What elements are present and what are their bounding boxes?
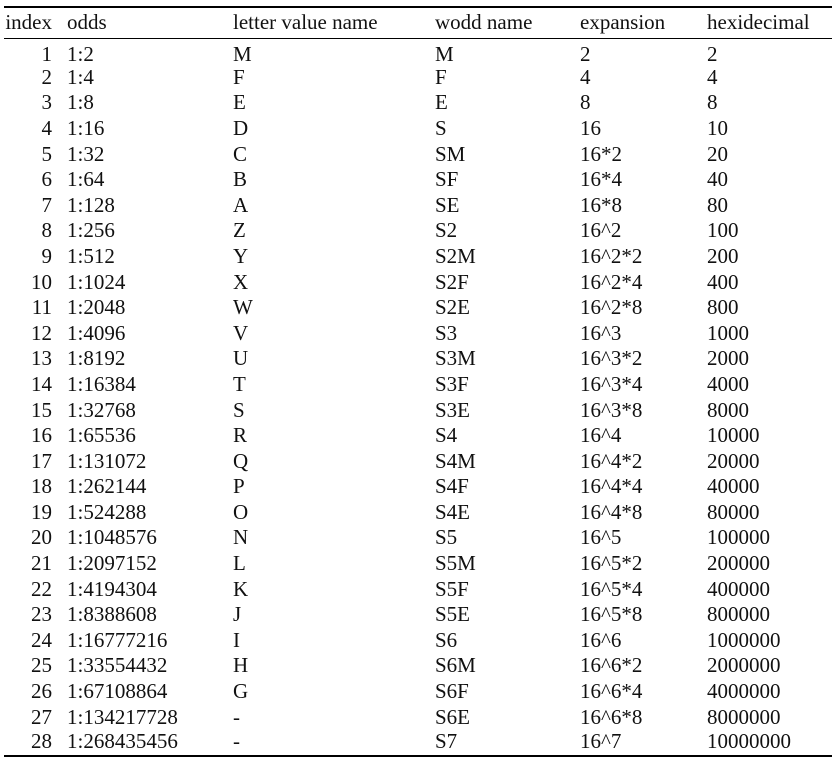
- cell-letter-value-name: P: [233, 474, 245, 499]
- cell-odds: 1:16777216: [67, 627, 168, 652]
- cell-wodd-name: S5F: [435, 576, 469, 601]
- cell-odds: 1:64: [67, 167, 105, 192]
- cell-expansion: 2: [580, 41, 591, 65]
- cell-letter-value-name: B: [233, 167, 248, 192]
- cell-odds: 1:2097152: [67, 551, 157, 576]
- table-row: [4, 474, 832, 500]
- cell-hexidecimal: 8000000: [707, 704, 781, 729]
- cell-wodd-name: S2: [435, 218, 458, 243]
- table-row: [4, 653, 832, 679]
- cell-hexidecimal: 1000: [707, 320, 749, 345]
- cell-index: 26: [31, 679, 52, 704]
- cell-hexidecimal: 400000: [707, 576, 770, 601]
- cell-wodd-name: S4M: [435, 448, 476, 473]
- cell-letter-value-name: Y: [233, 243, 249, 268]
- cell-expansion: 16^2*8: [580, 295, 643, 320]
- table-row: [4, 141, 832, 167]
- cell-hexidecimal: 100: [707, 218, 739, 243]
- cell-letter-value-name: R: [233, 423, 248, 448]
- cell-wodd-name: F: [435, 64, 447, 89]
- table-row: [4, 448, 832, 474]
- cell-wodd-name: M: [435, 41, 454, 65]
- table-row: [4, 372, 832, 398]
- cell-index: 23: [31, 602, 52, 627]
- table-row: [4, 576, 832, 602]
- column-header-letter-value-name: letter value name: [233, 10, 378, 35]
- cell-expansion: 16^3*2: [580, 346, 643, 371]
- odds-expansion-table: [4, 6, 832, 757]
- table-row: [4, 65, 832, 91]
- cell-hexidecimal: 4000000: [707, 679, 781, 704]
- cell-hexidecimal: 80: [707, 192, 728, 217]
- table-row: [4, 500, 832, 526]
- cell-wodd-name: S2M: [435, 243, 476, 268]
- table-row: [4, 628, 832, 654]
- cell-odds: 1:256: [67, 218, 115, 243]
- cell-expansion: 16: [580, 115, 601, 140]
- cell-odds: 1:131072: [67, 448, 147, 473]
- cell-wodd-name: S4: [435, 423, 458, 448]
- cell-hexidecimal: 40: [707, 167, 728, 192]
- column-header-index: index: [5, 10, 52, 35]
- cell-hexidecimal: 10000: [707, 423, 760, 448]
- table-row: [4, 192, 832, 218]
- cell-index: 2: [41, 64, 52, 89]
- cell-wodd-name: S6: [435, 627, 458, 652]
- cell-letter-value-name: S: [233, 397, 245, 422]
- cell-hexidecimal: 8: [707, 90, 718, 115]
- cell-hexidecimal: 400: [707, 269, 739, 294]
- cell-wodd-name: S3E: [435, 397, 471, 422]
- cell-odds: 1:1048576: [67, 525, 157, 550]
- cell-expansion: 16^6: [580, 627, 622, 652]
- cell-index: 27: [31, 704, 52, 729]
- cell-index: 9: [41, 243, 52, 268]
- cell-hexidecimal: 4: [707, 64, 718, 89]
- cell-odds: 1:2048: [67, 295, 126, 320]
- cell-letter-value-name: Q: [233, 448, 249, 473]
- table-row: [4, 602, 832, 628]
- table-row: [4, 167, 832, 193]
- cell-index: 25: [31, 653, 52, 678]
- cell-index: 28: [31, 729, 52, 753]
- table-row: [4, 218, 832, 244]
- table-row: [4, 551, 832, 577]
- cell-hexidecimal: 10: [707, 115, 728, 140]
- cell-letter-value-name: M: [233, 41, 252, 65]
- cell-odds: 1:67108864: [67, 679, 168, 704]
- cell-odds: 1:524288: [67, 499, 147, 524]
- cell-expansion: 16^5: [580, 525, 622, 550]
- cell-odds: 1:8388608: [67, 602, 157, 627]
- cell-index: 13: [31, 346, 52, 371]
- cell-hexidecimal: 20000: [707, 448, 760, 473]
- cell-expansion: 16^6*2: [580, 653, 643, 678]
- cell-index: 3: [41, 90, 52, 115]
- cell-index: 7: [41, 192, 52, 217]
- table-row: [4, 679, 832, 705]
- column-header-wodd-name: wodd name: [435, 10, 533, 35]
- cell-odds: 1:512: [67, 243, 115, 268]
- cell-hexidecimal: 40000: [707, 474, 760, 499]
- cell-odds: 1:16: [67, 115, 105, 140]
- cell-odds: 1:8: [67, 90, 94, 115]
- cell-expansion: 4: [580, 64, 591, 89]
- cell-letter-value-name: F: [233, 64, 245, 89]
- cell-index: 22: [31, 576, 52, 601]
- cell-wodd-name: SF: [435, 167, 459, 192]
- cell-index: 19: [31, 499, 52, 524]
- cell-index: 14: [31, 371, 52, 396]
- cell-letter-value-name: -: [233, 729, 240, 753]
- cell-index: 24: [31, 627, 52, 652]
- cell-hexidecimal: 20: [707, 141, 728, 166]
- cell-odds: 1:32768: [67, 397, 136, 422]
- cell-odds: 1:262144: [67, 474, 147, 499]
- cell-letter-value-name: D: [233, 115, 249, 140]
- cell-expansion: 16^5*8: [580, 602, 643, 627]
- cell-wodd-name: S: [435, 115, 447, 140]
- cell-wodd-name: SM: [435, 141, 466, 166]
- cell-expansion: 16^6*4: [580, 679, 643, 704]
- table-row: [4, 295, 832, 321]
- cell-letter-value-name: L: [233, 551, 246, 576]
- cell-wodd-name: S7: [435, 729, 458, 753]
- cell-hexidecimal: 1000000: [707, 627, 781, 652]
- cell-expansion: 16^2: [580, 218, 622, 243]
- cell-hexidecimal: 10000000: [707, 729, 791, 753]
- cell-letter-value-name: J: [233, 602, 242, 627]
- cell-wodd-name: S5: [435, 525, 458, 550]
- document-page: [0, 6, 835, 775]
- table-row: [4, 90, 832, 116]
- cell-hexidecimal: 200000: [707, 551, 770, 576]
- cell-expansion: 16^4*4: [580, 474, 643, 499]
- table-row: [4, 320, 832, 346]
- cell-odds: 1:4194304: [67, 576, 157, 601]
- cell-odds: 1:128: [67, 192, 115, 217]
- cell-wodd-name: SE: [435, 192, 460, 217]
- cell-hexidecimal: 2000000: [707, 653, 781, 678]
- column-header-expansion: expansion: [580, 10, 666, 35]
- cell-index: 12: [31, 320, 52, 345]
- cell-expansion: 16*2: [580, 141, 622, 166]
- cell-odds: 1:65536: [67, 423, 136, 448]
- cell-index: 16: [31, 423, 52, 448]
- table-row: [4, 244, 832, 270]
- cell-expansion: 16^6*8: [580, 704, 643, 729]
- cell-expansion: 16*8: [580, 192, 622, 217]
- cell-hexidecimal: 4000: [707, 371, 749, 396]
- cell-letter-value-name: C: [233, 141, 248, 166]
- cell-letter-value-name: A: [233, 192, 249, 217]
- cell-letter-value-name: N: [233, 525, 249, 550]
- table-body: [4, 38, 832, 756]
- header-row: [4, 7, 832, 38]
- cell-letter-value-name: G: [233, 679, 249, 704]
- cell-index: 1: [41, 41, 52, 65]
- cell-wodd-name: S3F: [435, 371, 469, 396]
- cell-hexidecimal: 800: [707, 295, 739, 320]
- cell-odds: 1:33554432: [67, 653, 168, 678]
- cell-expansion: 16^3*4: [580, 371, 643, 396]
- cell-odds: 1:1024: [67, 269, 126, 294]
- cell-hexidecimal: 8000: [707, 397, 749, 422]
- cell-index: 6: [41, 167, 52, 192]
- cell-expansion: 8: [580, 90, 591, 115]
- cell-wodd-name: S4F: [435, 474, 469, 499]
- cell-index: 10: [31, 269, 52, 294]
- cell-odds: 1:16384: [67, 371, 136, 396]
- cell-expansion: 16*4: [580, 167, 622, 192]
- cell-index: 17: [31, 448, 52, 473]
- cell-odds: 1:8192: [67, 346, 126, 371]
- cell-hexidecimal: 2000: [707, 346, 749, 371]
- cell-expansion: 16^3: [580, 320, 622, 345]
- cell-letter-value-name: -: [233, 704, 240, 729]
- cell-letter-value-name: Z: [233, 218, 246, 243]
- table-row: [4, 116, 832, 142]
- cell-expansion: 16^4*8: [580, 499, 643, 524]
- cell-expansion: 16^3*8: [580, 397, 643, 422]
- cell-index: 5: [41, 141, 52, 166]
- cell-odds: 1:2: [67, 41, 94, 65]
- cell-letter-value-name: O: [233, 499, 249, 524]
- cell-hexidecimal: 80000: [707, 499, 760, 524]
- cell-index: 20: [31, 525, 52, 550]
- cell-wodd-name: S6M: [435, 653, 476, 678]
- cell-expansion: 16^4*2: [580, 448, 643, 473]
- cell-wodd-name: S3M: [435, 346, 476, 371]
- table-row: [4, 397, 832, 423]
- cell-wodd-name: E: [435, 90, 448, 115]
- cell-letter-value-name: V: [233, 320, 249, 345]
- cell-expansion: 16^2*2: [580, 243, 643, 268]
- cell-letter-value-name: E: [233, 90, 246, 115]
- cell-letter-value-name: U: [233, 346, 249, 371]
- cell-wodd-name: S2E: [435, 295, 471, 320]
- table-row: [4, 346, 832, 372]
- cell-letter-value-name: K: [233, 576, 249, 601]
- cell-odds: 1:268435456: [67, 729, 178, 753]
- column-header-odds: odds: [67, 10, 107, 35]
- cell-odds: 1:4: [67, 64, 94, 89]
- cell-hexidecimal: 200: [707, 243, 739, 268]
- cell-wodd-name: S5E: [435, 602, 471, 627]
- cell-index: 11: [31, 295, 52, 320]
- cell-index: 18: [31, 474, 52, 499]
- cell-index: 15: [31, 397, 52, 422]
- cell-letter-value-name: I: [233, 627, 240, 652]
- cell-wodd-name: S6E: [435, 704, 471, 729]
- cell-expansion: 16^4: [580, 423, 622, 448]
- cell-hexidecimal: 100000: [707, 525, 770, 550]
- column-header-hexidecimal: hexidecimal: [707, 10, 810, 35]
- cell-odds: 1:32: [67, 141, 105, 166]
- cell-odds: 1:134217728: [67, 704, 178, 729]
- cell-odds: 1:4096: [67, 320, 126, 345]
- cell-letter-value-name: H: [233, 653, 249, 678]
- cell-letter-value-name: W: [233, 295, 253, 320]
- cell-expansion: 16^5*2: [580, 551, 643, 576]
- cell-expansion: 16^2*4: [580, 269, 643, 294]
- cell-hexidecimal: 2: [707, 41, 718, 65]
- cell-hexidecimal: 800000: [707, 602, 770, 627]
- cell-wodd-name: S6F: [435, 679, 469, 704]
- cell-expansion: 16^5*4: [580, 576, 643, 601]
- cell-index: 8: [41, 218, 52, 243]
- table-row: [4, 704, 832, 730]
- cell-letter-value-name: X: [233, 269, 249, 294]
- cell-wodd-name: S4E: [435, 499, 471, 524]
- table-row: [4, 269, 832, 295]
- cell-wodd-name: S5M: [435, 551, 476, 576]
- table-row: [4, 38, 832, 65]
- cell-index: 21: [31, 551, 52, 576]
- table-row: [4, 525, 832, 551]
- cell-expansion: 16^7: [580, 729, 622, 753]
- cell-wodd-name: S3: [435, 320, 458, 345]
- cell-letter-value-name: T: [233, 371, 246, 396]
- table-row: [4, 730, 832, 756]
- table-row: [4, 423, 832, 449]
- cell-index: 4: [41, 115, 52, 140]
- cell-wodd-name: S2F: [435, 269, 469, 294]
